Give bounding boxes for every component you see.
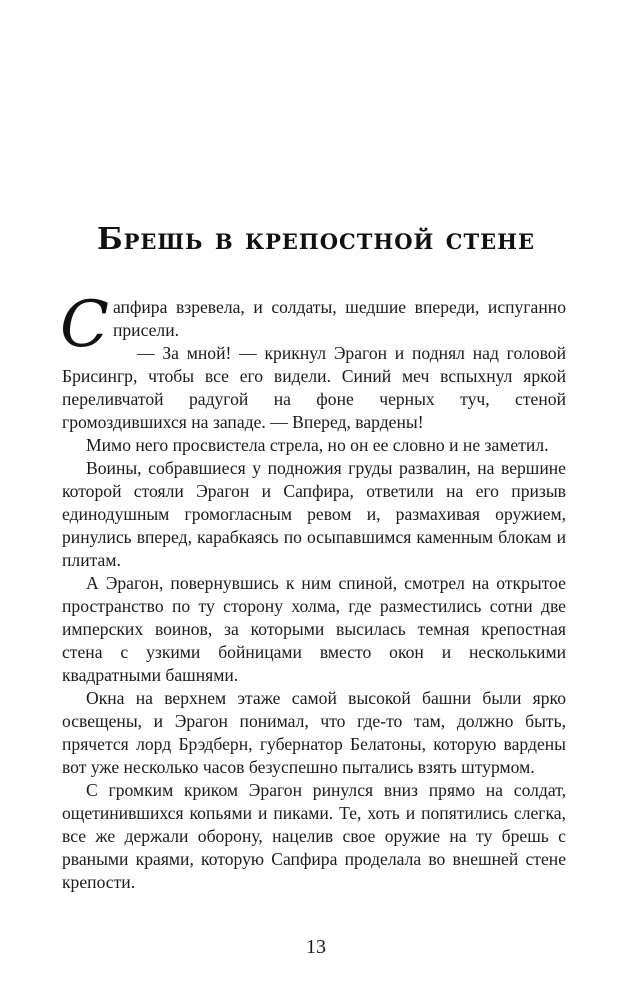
paragraph-4: Воины, собравшиеся у подножия груды развалин, на вершине которой стояли Эрагон и Сапфира, ответили на его призыв единодушным громогласным ревом и, размахивая оружием, ринулись вперед, карабкаясь по осыпавшимся каменным блокам и плитам. xyxy=(62,458,566,570)
paragraph-3: Мимо него просвистела стрела, но он ее словно и не заметил. xyxy=(86,435,549,455)
paragraph-2: — За мной! — крикнул Эрагон и поднял над головой Брисингр, чтобы все его видели. Синий меч вспыхнул яркой переливчатой радугой на фоне черных туч, стеной громоздившихся на западе. — Вперед, вардены! xyxy=(62,343,566,432)
page-number: 13 xyxy=(306,936,326,958)
chapter-title: Брешь в крепостной стене xyxy=(96,222,535,257)
drop-cap: С xyxy=(60,288,109,362)
paragraph-7: С громким криком Эрагон ринулся вниз прямо на солдат, ощетинившихся копьями и пиками. Те, хоть и попятились слегка, все же держали оборону, нацелив свое оружие на ту брешь с рваными краями, которую Сапфира проделала во внешней стене крепости. xyxy=(62,780,566,892)
body-text xyxy=(60,288,566,894)
paragraph-1-text: апфира взревела, и солдаты, шедшие впереди, испуганно присели. xyxy=(112,297,566,340)
paragraph-5: А Эрагон, повернувшись к ним спиной, смотрел на открытое пространство по ту сторону холма, где разместились сотни две имперских воинов, за которыми высилась темная крепостная стена с узкими бойницами вместо окон и несколькими квадратными башнями. xyxy=(62,573,566,685)
paragraph-1 xyxy=(60,288,566,362)
paragraph-6: Окна на верхнем этаже самой высокой башни были ярко освещены, и Эрагон понимал, что где-то там, должно быть, прячется лорд Брэдберн, губернатор Белатоны, которую вардены вот уже несколько часов безуспешно пытались взять штурмом. xyxy=(62,688,566,777)
